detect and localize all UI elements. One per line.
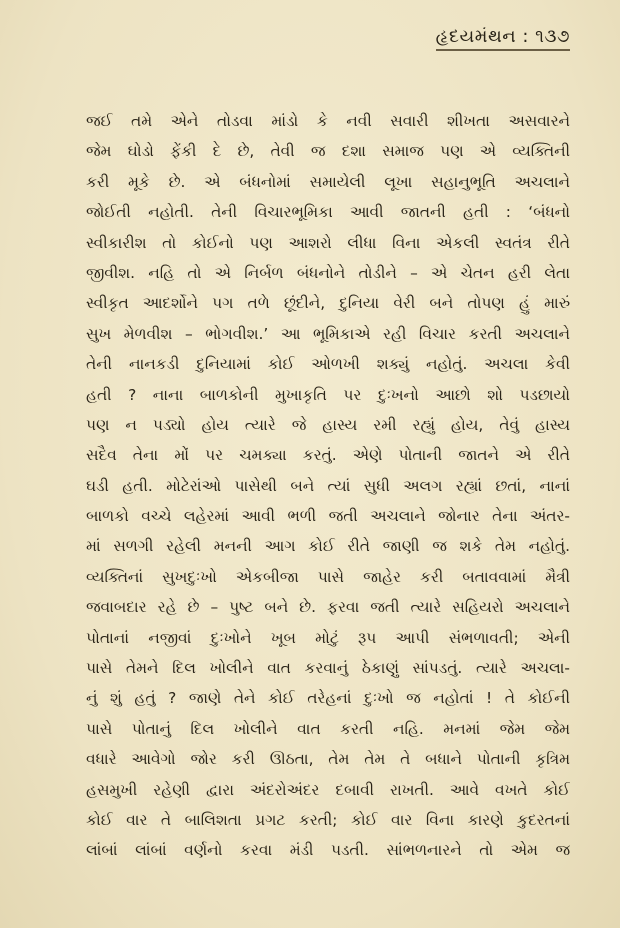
text-line: જોઈતી નહોતી. તેની વિચારભૂમિકા આવી જાતની હતી : ‘બંધનો xyxy=(86,203,570,222)
text-line: કરી મૂકે છે. એ બંધનોમાં સમાયેલી લૂખા સહાનુભૂતિ અચલાને xyxy=(86,172,570,191)
text-line: વધારે આવેગો જોર કરી ઊઠતા, તેમ તેમ તે બધાને પોતાની કૃત્રિમ xyxy=(86,750,570,769)
text-line: બાળકો વચ્ચે લહેરમાં આવી ભળી જતી અચલાને જોનાર તેના અંતર- xyxy=(86,507,570,526)
text-line: કોઈ વાર તે બાલિશતા પ્રગટ કરતી; કોઈ વાર વિના કારણે કુદરતનાં xyxy=(86,810,570,829)
text-line: પોતાનાં નજીવાં દુઃખોને ખૂબ મોટું રૂપ આપી સંભળાવતી; એની xyxy=(86,628,570,647)
page-header xyxy=(86,26,570,72)
text-line: હતી ? નાના બાળકોની મુખાકૃતિ પર દુઃખનો આછો શો પડછાયો xyxy=(86,385,570,404)
text-line: સદૈવ તેના મોં પર ચમક્યા કરતું. એણે પોતાની જાતને એ રીતે xyxy=(86,446,570,465)
text-line: હસમુખી રહેણી દ્વારા અંદરોઅંદર દબાવી રાખતી. આવે વખતે કોઈ xyxy=(86,780,570,799)
text-line: પાસે પોતાનું દિલ ખોલીને વાત કરતી નહિ. મનમાં જેમ જેમ xyxy=(86,719,570,738)
text-line: વ્યક્તિનાં સુખદુઃખો એકબીજા પાસે જાહેર કરી બતાવવામાં મૈત્રી xyxy=(86,567,570,586)
text-line: નું શું હતું ? જાણે તેને કોઈ તરેહનાં દુઃખો જ નહોતાં ! તે કોઈની xyxy=(86,689,570,708)
text-line: જેમ ઘોડો ફેંકી દે છે, તેવી જ દશા સમાજ પણ એ વ્યક્તિની xyxy=(86,142,570,161)
text-line: જીવીશ. નહિ તો એ નિર્બળ બંધનોને તોડીને – એ ચેતન હરી લેતા xyxy=(86,263,570,282)
text-line: લાંબાં લાંબાં વર્ણનો કરવા મંડી પડતી. સાંભળનારને તો એમ જ xyxy=(86,841,570,860)
body-text xyxy=(86,106,570,866)
text-line: જઈ તમે એને તોડવા માંડો કે નવી સવારી શીખતા અસવારને xyxy=(86,112,570,130)
text-line: સુખ મેળવીશ – ભોગવીશ.’ આ ભૂમિકાએ રહી વિચાર કરતી અચલાને xyxy=(86,324,570,343)
text-line: પાસે તેમને દિલ ખોલીને વાત કરવાનું ઠેકાણું સાંપડતું. ત્યારે અચલા- xyxy=(86,659,570,678)
text-line: ઘડી હતી. મોટેરાંઓ પાસેથી બને ત્યાં સુધી અલગ રહ્યાં છતાં, નાનાં xyxy=(86,476,570,495)
text-line: પણ ન પડ્યો હોય ત્યારે જે હાસ્ય રમી રહ્યું હોય, તેવું હાસ્ય xyxy=(86,415,570,434)
running-head: હૃદયમંથન : ૧૩૭ xyxy=(436,26,570,51)
text-line: સ્વીકારીશ તો કોઈનો પણ આશરો લીધા વિના એકલી સ્વતંત્ર રીતે xyxy=(86,233,570,252)
text-line: માં સળગી રહેલી મનની આગ કોઈ રીતે જાણી જ શકે તેમ નહોતું. xyxy=(86,537,570,556)
text-line: તેની નાનકડી દુનિયામાં કોઈ ઓળખી શક્યું નહોતું. અચલા કેવી xyxy=(86,355,570,374)
text-line: સ્વીકૃત આદર્શોને પગ તળે છૂંદીને, દુનિયા વેરી બને તોપણ હું મારું xyxy=(86,294,570,313)
text-line: જવાબદાર રહે છે – પુષ્ટ બને છે. ફરવા જતી ત્યારે સહિયરો અચલાને xyxy=(86,598,570,617)
